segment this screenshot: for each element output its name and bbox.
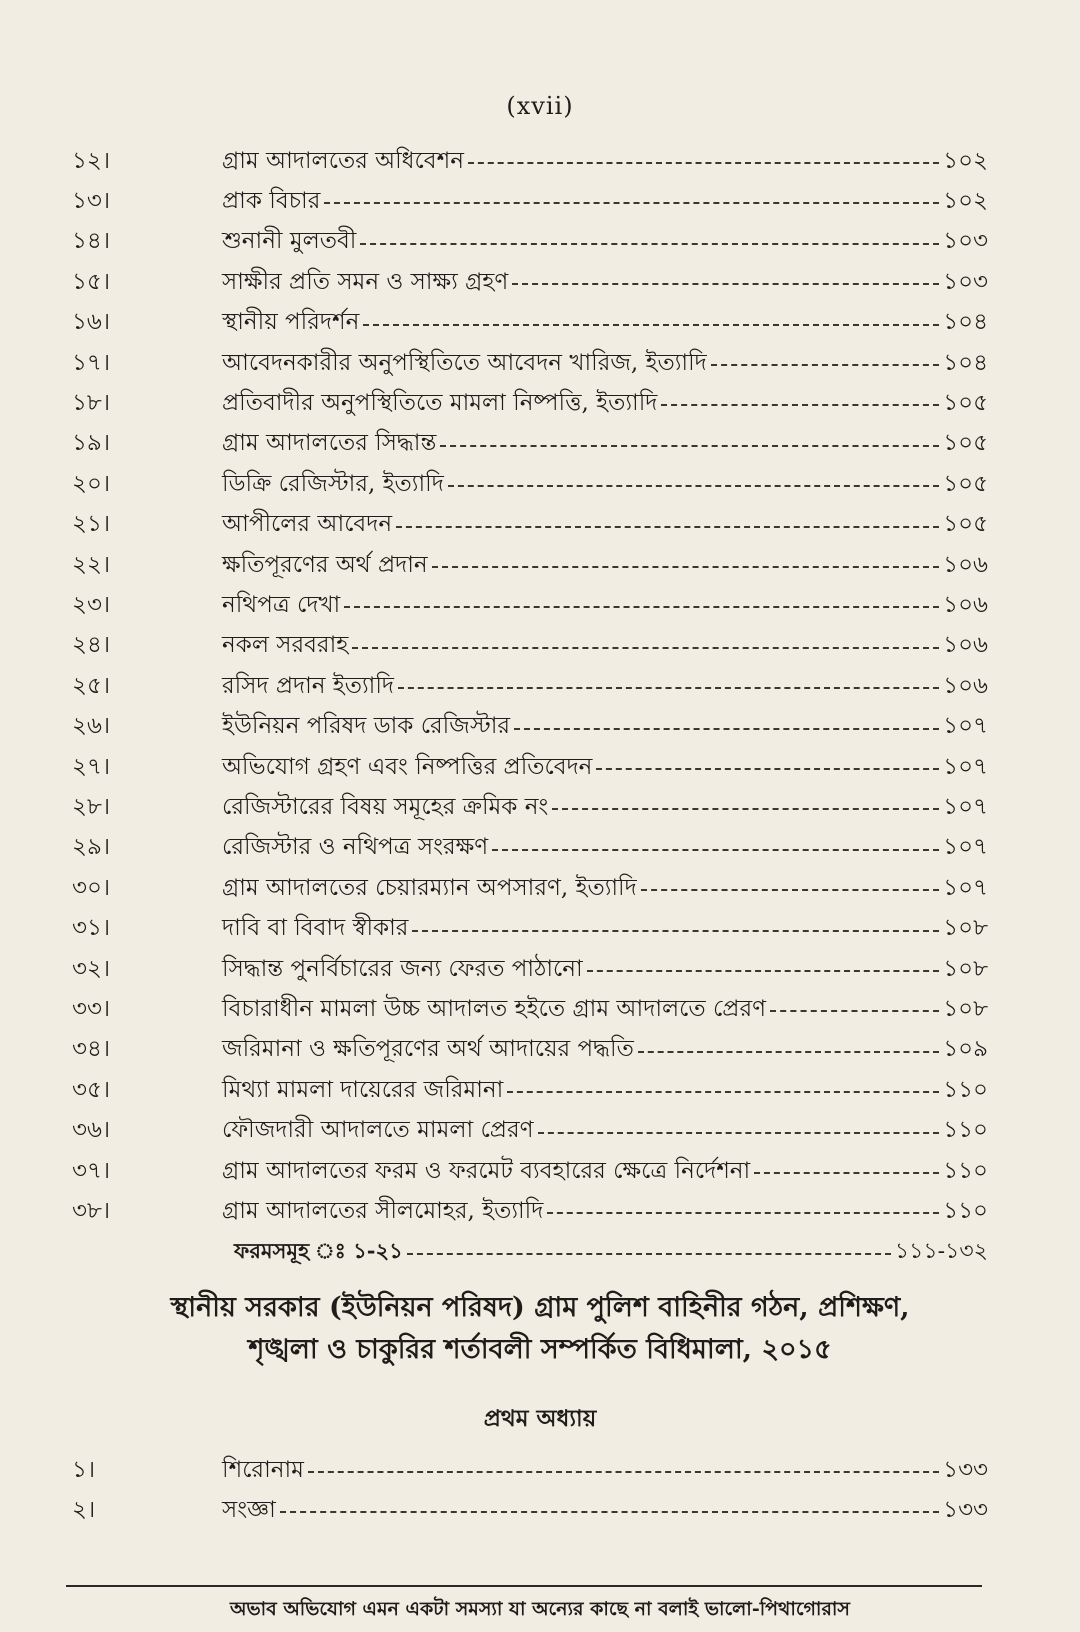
toc-entry-page: ১০৫ bbox=[943, 470, 988, 497]
toc-entry bbox=[72, 1070, 988, 1110]
dotted-leader bbox=[363, 324, 939, 326]
toc-entry bbox=[72, 424, 988, 464]
toc-entry bbox=[72, 707, 988, 747]
toc-entry-title: আপীলের আবেদন bbox=[222, 511, 393, 538]
toc-entry-title: গ্রাম আদালতের ফরম ও ফরমেট ব্যবহারের ক্ষেত্রে নির্দেশনা bbox=[222, 1157, 751, 1184]
toc-entry bbox=[72, 828, 988, 868]
toc-entry bbox=[72, 343, 988, 383]
toc-entry-page: ১০৩ bbox=[943, 228, 988, 255]
toc-entry-page: ১০৭ bbox=[943, 874, 988, 901]
toc-entry-page: ১০৮ bbox=[943, 955, 988, 982]
toc-entry bbox=[72, 141, 988, 181]
dotted-leader bbox=[507, 1091, 939, 1093]
toc-entry-page: ১৩৩ bbox=[943, 1456, 988, 1483]
dotted-leader bbox=[638, 1051, 939, 1053]
toc-entry bbox=[72, 464, 988, 504]
toc-entry-page: ১০৬ bbox=[943, 551, 988, 578]
toc-entry-title: সাক্ষীর প্রতি সমন ও সাক্ষ্য গ্রহণ bbox=[222, 268, 509, 295]
dotted-leader bbox=[412, 930, 939, 932]
toc-entry-title: স্থানীয় পরিদর্শন bbox=[222, 309, 360, 336]
toc-entry-page: ১০৭ bbox=[943, 834, 988, 861]
toc-entry-number: ২২। bbox=[72, 551, 111, 578]
toc-entry bbox=[72, 303, 988, 343]
toc-entry-title: সিদ্ধান্ত পুনর্বিচারের জন্য ফেরত পাঠানো bbox=[222, 955, 583, 982]
forms-entry bbox=[72, 1232, 988, 1272]
toc-entry-number: ২৫। bbox=[72, 672, 111, 699]
toc-entry-page: ১০২ bbox=[943, 147, 988, 174]
toc-entry-page: ১০৮ bbox=[943, 915, 988, 942]
dotted-leader bbox=[514, 728, 939, 730]
toc-entry bbox=[72, 626, 988, 666]
toc-entry-title: প্রতিবাদীর অনুপস্থিতিতে মামলা নিষ্পত্তি, ইত্যাদি bbox=[222, 389, 658, 416]
toc-entry-number: ১২। bbox=[72, 147, 111, 174]
toc-entry-page: ১০৭ bbox=[943, 793, 988, 820]
toc-entry bbox=[72, 1450, 988, 1490]
toc-entry bbox=[72, 1191, 988, 1231]
toc-entry-number: ৩৪। bbox=[72, 1036, 111, 1063]
dotted-leader bbox=[552, 808, 939, 810]
toc-entry-title: ফৌজদারী আদালতে মামলা প্রেরণ bbox=[222, 1117, 534, 1144]
toc-entry bbox=[72, 383, 988, 423]
toc-entry bbox=[72, 181, 988, 221]
toc-entry-number: ২৩। bbox=[72, 591, 111, 618]
toc-entry-page: ১০৬ bbox=[943, 591, 988, 618]
toc-entry-number: ২৯। bbox=[72, 834, 111, 861]
toc-entry-number: ১৩। bbox=[72, 187, 111, 214]
toc-entry-page: ১০৩ bbox=[943, 268, 988, 295]
toc-entry-title: অভিযোগ গ্রহণ এবং নিষ্পত্তির প্রতিবেদন bbox=[222, 753, 593, 780]
toc-entry bbox=[72, 1151, 988, 1191]
dotted-leader bbox=[711, 364, 939, 366]
toc-entry-number: ৩১। bbox=[72, 915, 111, 942]
toc-entry-page: ১০৪ bbox=[943, 309, 988, 336]
toc-entry-title: রেজিস্টার ও নথিপত্র সংরক্ষণ bbox=[222, 834, 489, 861]
dotted-leader bbox=[396, 526, 939, 528]
toc-entry bbox=[72, 222, 988, 262]
toc-entry-number: ১৮। bbox=[72, 389, 111, 416]
dotted-leader bbox=[538, 1132, 940, 1134]
toc-entry bbox=[72, 868, 988, 908]
toc-entry bbox=[72, 262, 988, 302]
toc-entry-number: ৩০। bbox=[72, 874, 111, 901]
toc-entry bbox=[72, 747, 988, 787]
dotted-leader bbox=[398, 687, 939, 689]
toc-entry-page: ১০৬ bbox=[943, 632, 988, 659]
toc-entry-number: ২৮। bbox=[72, 793, 111, 820]
toc-entry-title: মিথ্যা মামলা দায়েরের জরিমানা bbox=[222, 1076, 504, 1103]
toc-entry-number: ২১। bbox=[72, 511, 111, 538]
toc-entry bbox=[72, 585, 988, 625]
toc-entry-title: গ্রাম আদালতের অধিবেশন bbox=[222, 147, 464, 174]
toc-entry bbox=[72, 787, 988, 827]
toc-entry-page: ১০৫ bbox=[943, 511, 988, 538]
toc-entry-title: আবেদনকারীর অনুপস্থিতিতে আবেদন খারিজ, ইত্যাদি bbox=[222, 349, 707, 376]
toc-entry-title: ক্ষতিপূরণের অর্থ প্রদান bbox=[222, 551, 428, 578]
dotted-leader bbox=[448, 485, 939, 487]
toc-entry-number: ১। bbox=[72, 1456, 96, 1483]
dotted-leader bbox=[661, 404, 939, 406]
dotted-leader bbox=[432, 566, 940, 568]
toc-entry-page: ১১০ bbox=[943, 1197, 988, 1224]
dotted-leader bbox=[492, 849, 939, 851]
toc-entry-title: দাবি বা বিবাদ স্বীকার bbox=[222, 915, 409, 942]
toc-entry bbox=[72, 949, 988, 989]
toc-entry-title: সংজ্ঞা bbox=[222, 1496, 276, 1523]
dotted-leader bbox=[360, 243, 939, 245]
toc-entry-title: প্রাক বিচার bbox=[222, 187, 321, 214]
dotted-leader bbox=[407, 1253, 891, 1255]
toc-entry-number: ২৪। bbox=[72, 632, 111, 659]
toc-entry-title: শিরোনাম bbox=[222, 1456, 304, 1483]
toc-entry bbox=[72, 1490, 988, 1530]
toc-entry-title: নথিপত্র দেখা bbox=[222, 591, 341, 618]
toc-entry-number: ৩৩। bbox=[72, 995, 111, 1022]
toc-entry-page: ১০২ bbox=[943, 187, 988, 214]
toc-entry-title: ইউনিয়ন পরিষদ ডাক রেজিস্টার bbox=[222, 713, 511, 740]
toc-entry bbox=[72, 909, 988, 949]
toc-entry bbox=[72, 666, 988, 706]
dotted-leader bbox=[352, 647, 939, 649]
dotted-leader bbox=[440, 445, 939, 447]
toc-entry-page: ১০৬ bbox=[943, 672, 988, 699]
dotted-leader bbox=[468, 162, 939, 164]
dotted-leader bbox=[308, 1471, 939, 1473]
dotted-leader bbox=[587, 970, 940, 972]
toc-entry-number: ৩৭। bbox=[72, 1157, 111, 1184]
toc-entry-number: ১৬। bbox=[72, 309, 111, 336]
toc-entry-page: ১১০ bbox=[943, 1117, 988, 1144]
toc-entry-number: ২৭। bbox=[72, 753, 111, 780]
toc-entry bbox=[72, 989, 988, 1029]
dotted-leader bbox=[547, 1212, 939, 1214]
toc-entry-number: ৩৫। bbox=[72, 1076, 111, 1103]
toc-entry bbox=[72, 545, 988, 585]
toc-entry-number: ২৬। bbox=[72, 713, 111, 740]
toc-entry-number: ৩৬। bbox=[72, 1117, 111, 1144]
toc-entry bbox=[72, 505, 988, 545]
toc-entry-title: গ্রাম আদালতের চেয়ারম্যান অপসারণ, ইত্যাদি bbox=[222, 874, 637, 901]
dotted-leader bbox=[641, 889, 939, 891]
dotted-leader bbox=[344, 606, 939, 608]
dotted-leader bbox=[280, 1511, 939, 1513]
toc-entry-page: ১১০ bbox=[943, 1076, 988, 1103]
forms-page: ১১১-১৩২ bbox=[894, 1238, 988, 1264]
toc-entry-number: ১৯। bbox=[72, 430, 111, 457]
toc-entry-title: শুনানী মুলতবী bbox=[222, 228, 357, 255]
toc-entry-number: ২। bbox=[72, 1496, 96, 1523]
toc-entry-title: গ্রাম আদালতের সিদ্ধান্ত bbox=[222, 430, 437, 457]
toc-entry-number: ২০। bbox=[72, 470, 111, 497]
toc-entry-title: নকল সরবরাহ bbox=[222, 632, 349, 659]
footer-quote: অভাব অভিযোগ এমন একটা সমস্যা যা অন্যের কাছে না বলাই ভালো-পিথাগোরাস bbox=[230, 1598, 850, 1620]
toc-entry-number: ১৭। bbox=[72, 349, 111, 376]
footer-divider bbox=[66, 1585, 982, 1587]
toc-entry-number: ৩৮। bbox=[72, 1197, 111, 1224]
toc-entry-number: ৩২। bbox=[72, 955, 111, 982]
toc-entry-title: রসিদ প্রদান ইত্যাদি bbox=[222, 672, 395, 699]
toc-entry-page: ১০৭ bbox=[943, 713, 988, 740]
section-heading-line2: শৃঙ্খলা ও চাকুরির শর্তাবলী সম্পর্কিত বিধিমালা, ২০১৫ bbox=[248, 1334, 832, 1365]
toc-entry-page: ১০৫ bbox=[943, 389, 988, 416]
toc-entry-number: ১৫। bbox=[72, 268, 111, 295]
toc-entry-title: জরিমানা ও ক্ষতিপূরণের অর্থ আদায়ের পদ্ধতি bbox=[222, 1036, 634, 1063]
toc-entry-page: ১০৫ bbox=[943, 430, 988, 457]
page-number: (xvii) bbox=[506, 92, 574, 120]
dotted-leader bbox=[512, 283, 939, 285]
toc-entry-page: ১০৭ bbox=[943, 753, 988, 780]
forms-title: ফরমসমূহ ঃ ১-২১ bbox=[234, 1237, 403, 1263]
dotted-leader bbox=[754, 1172, 939, 1174]
dotted-leader bbox=[596, 768, 939, 770]
chapter-title: প্রথম অধ্যায় bbox=[483, 1405, 597, 1432]
toc-entry-page: ১০৪ bbox=[943, 349, 988, 376]
dotted-leader bbox=[324, 202, 939, 204]
toc-entry bbox=[72, 1111, 988, 1151]
toc-entry-page: ১০৯ bbox=[943, 1036, 988, 1063]
toc-entry-page: ১৩৩ bbox=[943, 1496, 988, 1523]
toc-entry-title: ডিক্রি রেজিস্টার, ইত্যাদি bbox=[222, 470, 444, 497]
section-heading-line1: স্থানীয় সরকার (ইউনিয়ন পরিষদ) গ্রাম পুলিশ বাহিনীর গঠন, প্রশিক্ষণ, bbox=[170, 1292, 910, 1323]
toc-entry-number: ১৪। bbox=[72, 228, 111, 255]
toc-entry-page: ১০৮ bbox=[943, 995, 988, 1022]
dotted-leader bbox=[770, 1010, 939, 1012]
toc-entry-title: রেজিস্টারের বিষয় সমূহের ক্রমিক নং bbox=[222, 793, 549, 820]
toc-entry bbox=[72, 1030, 988, 1070]
toc-entry-page: ১১০ bbox=[943, 1157, 988, 1184]
toc-entry-title: গ্রাম আদালতের সীলমোহর, ইত্যাদি bbox=[222, 1197, 544, 1224]
toc-entry-title: বিচারাধীন মামলা উচ্চ আদালত হইতে গ্রাম আদালতে প্রেরণ bbox=[222, 995, 767, 1022]
